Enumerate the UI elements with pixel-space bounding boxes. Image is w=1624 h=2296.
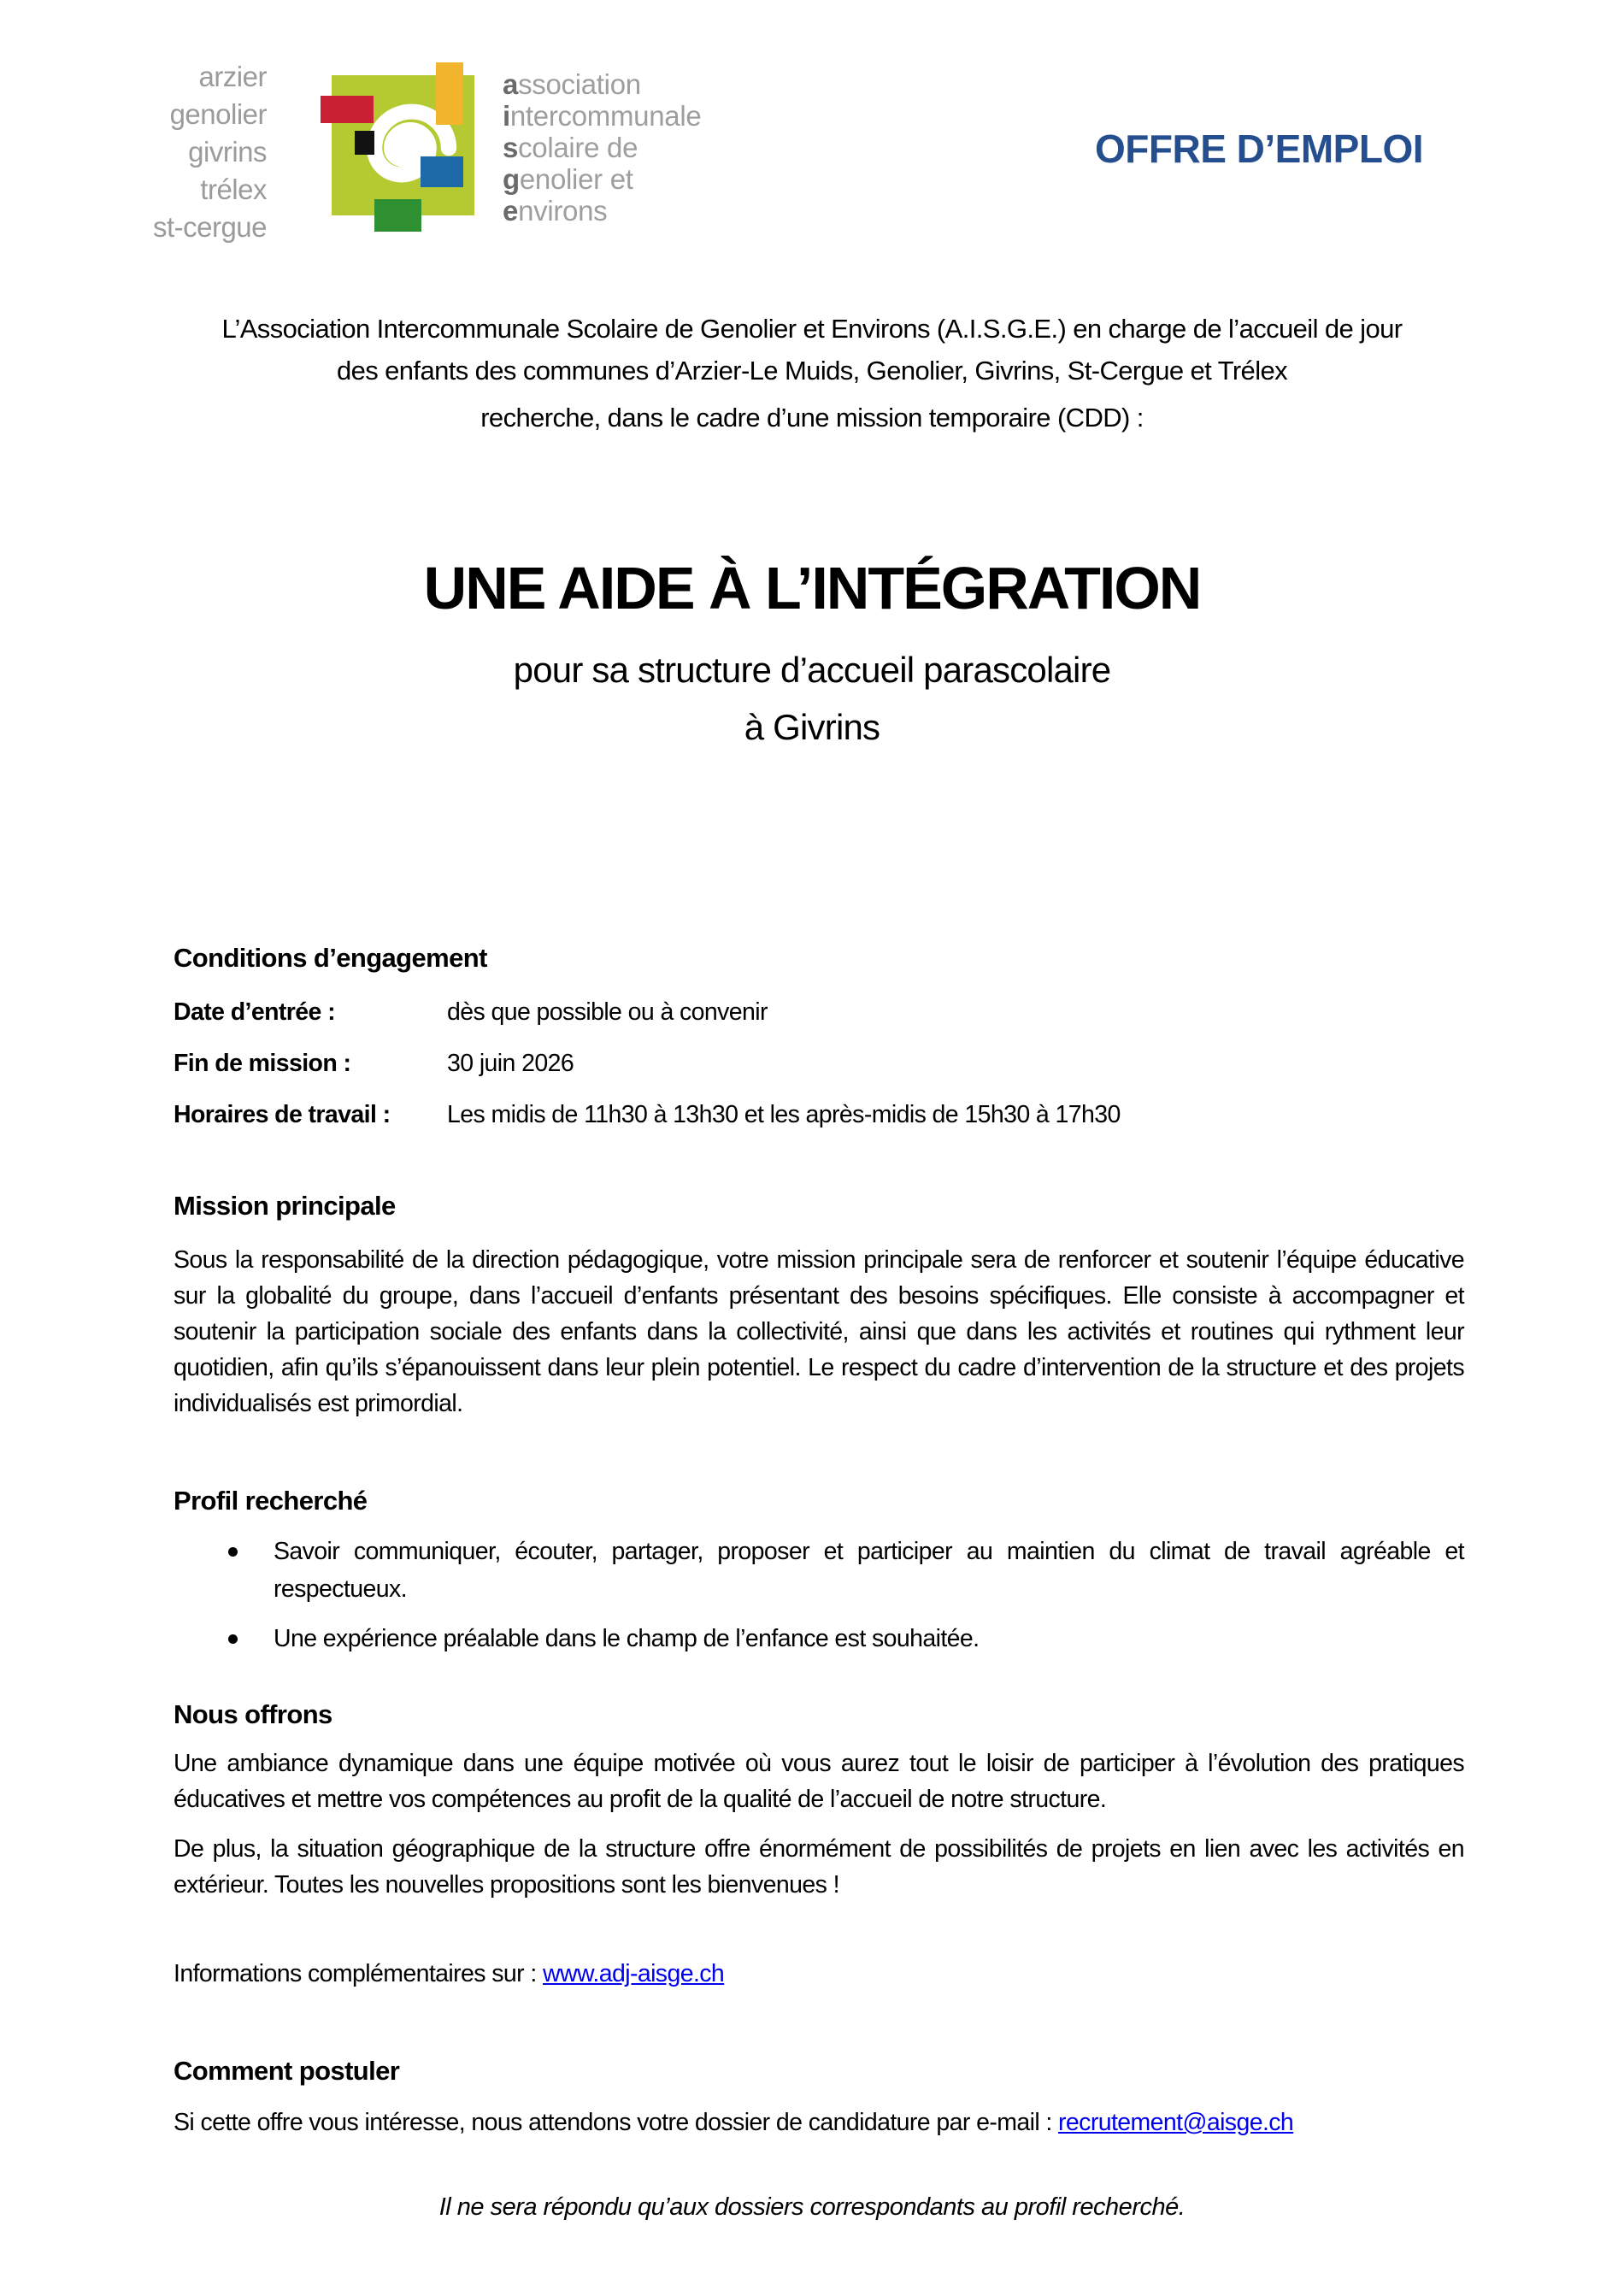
list-item bbox=[174, 1620, 1464, 1657]
info-prefix: Informations complémentaires sur : bbox=[174, 1960, 544, 1987]
condition-label: Horaires de travail : bbox=[174, 1101, 391, 1128]
condition-row bbox=[174, 1045, 1464, 1081]
intro-line: recherche, dans le cadre d’une mission temporaire (CDD) : bbox=[480, 403, 1144, 433]
commune-name: givrins bbox=[188, 136, 267, 168]
bullet-text: Savoir communiquer, écouter, partager, proposer et participer au maintien du climat de travail agréable et respectueux. bbox=[274, 1538, 1464, 1603]
bullet-icon bbox=[228, 1547, 238, 1557]
offer-badge: OFFRE D’EMPLOI bbox=[1095, 127, 1423, 171]
website-link[interactable]: www.adj-aisge.ch bbox=[543, 1960, 725, 1987]
condition-label: Date d’entrée : bbox=[174, 998, 335, 1026]
org-word-initial: g bbox=[503, 163, 520, 195]
org-word bbox=[503, 132, 701, 163]
condition-value: 30 juin 2026 bbox=[447, 1050, 574, 1077]
org-word-initial: a bbox=[503, 68, 519, 100]
bullet-text: Une expérience préalable dans le champ de l’enfance est souhaitée. bbox=[274, 1625, 980, 1652]
intro-paragraph bbox=[77, 308, 1547, 439]
intro-line: L’Association Intercommunale Scolaire de Genolier et Environs (A.I.S.G.E.) en charge de l’accueil de jour bbox=[221, 314, 1403, 344]
condition-label: Fin de mission : bbox=[174, 1050, 351, 1077]
email-link[interactable]: recrutement@aisge.ch bbox=[1058, 2109, 1294, 2136]
org-word-rest: colaire de bbox=[518, 132, 638, 163]
list-item bbox=[174, 1533, 1464, 1608]
commune-name: trélex bbox=[200, 174, 267, 205]
logo-yellow-block bbox=[436, 62, 463, 125]
logo-org-name bbox=[503, 68, 701, 227]
info-line bbox=[174, 1956, 1464, 1992]
logo-green-block bbox=[374, 199, 421, 232]
job-location: à Givrins bbox=[744, 707, 880, 747]
org-word-initial: s bbox=[503, 132, 519, 163]
org-word-rest: enolier et bbox=[519, 163, 633, 195]
condition-value: dès que possible ou à convenir bbox=[447, 998, 768, 1026]
commune-name: st-cergue bbox=[152, 211, 267, 243]
job-title: UNE AIDE À L’INTÉGRATION bbox=[423, 555, 1201, 621]
apply-heading: Comment postuler bbox=[174, 2056, 400, 2086]
mission-heading: Mission principale bbox=[174, 1191, 396, 1221]
bullet-icon bbox=[228, 1634, 238, 1644]
offer-heading: Nous offrons bbox=[174, 1699, 332, 1729]
profile-bullet-list bbox=[174, 1533, 1464, 1669]
conditions-heading: Conditions d’engagement bbox=[174, 943, 487, 973]
commune-name: arzier bbox=[198, 61, 267, 92]
commune-name: genolier bbox=[169, 98, 267, 130]
org-word-rest: ntercommunale bbox=[509, 100, 702, 132]
logo-red-block bbox=[321, 96, 374, 123]
offer-paragraph-1: Une ambiance dynamique dans une équipe motivée où vous aurez tout le loisir de participer à l’évolution des pratiques éducatives et mettre vos compétences au profit de la qualité de l’accueil de notre structure. bbox=[174, 1750, 1464, 1813]
logo-black-block bbox=[355, 131, 374, 155]
org-word bbox=[503, 195, 701, 227]
apply-line bbox=[174, 2105, 1464, 2140]
aisge-logo-icon bbox=[0, 0, 530, 256]
mission-paragraph: Sous la responsabilité de la direction pédagogique, votre mission principale sera de renforcer et soutenir l’équipe éducative sur la globalité du groupe, dans l’accueil d’enfants présentant des besoins spécifiques. Elle consiste à accompagner et soutenir la participation sociale des enfants dans la collectivité, ainsi que dans les activités et routines qui rythment leur quotidien, afin qu’ils s’épanouissent dans leur plein potentiel. Le respect du cadre d’intervention de la structure et des projets individualisés est primordial. bbox=[174, 1246, 1464, 1417]
intro-line: des enfants des communes d’Arzier-Le Muids, Genolier, Givrins, St-Cergue et Trélex bbox=[336, 356, 1288, 386]
job-subtitle: pour sa structure d’accueil parascolaire bbox=[513, 650, 1111, 690]
condition-row bbox=[174, 994, 1464, 1030]
condition-row bbox=[174, 1097, 1464, 1133]
apply-prefix: Si cette offre vous intéresse, nous attendons votre dossier de candidature par e-mail : bbox=[174, 2109, 1059, 2136]
org-word bbox=[503, 68, 701, 100]
org-word-rest: nvirons bbox=[518, 195, 608, 227]
org-word-initial: e bbox=[503, 195, 519, 227]
org-word-rest: ssociation bbox=[518, 68, 641, 100]
org-word bbox=[503, 163, 701, 195]
org-word-initial: i bbox=[503, 100, 510, 132]
org-word bbox=[503, 100, 701, 132]
profile-heading: Profil recherché bbox=[174, 1486, 368, 1516]
condition-value: Les midis de 11h30 à 13h30 et les après-midis de 15h30 à 17h30 bbox=[447, 1101, 1121, 1128]
logo-blue-block bbox=[421, 156, 463, 187]
offer-paragraph-2: De plus, la situation géographique de la structure offre énormément de possibilités de projets en lien avec les activités en extérieur. Toutes les nouvelles propositions sont les bienvenues ! bbox=[174, 1835, 1464, 1899]
footer-note: Il ne sera répondu qu’aux dossiers correspondants au profil recherché. bbox=[438, 2193, 1186, 2221]
